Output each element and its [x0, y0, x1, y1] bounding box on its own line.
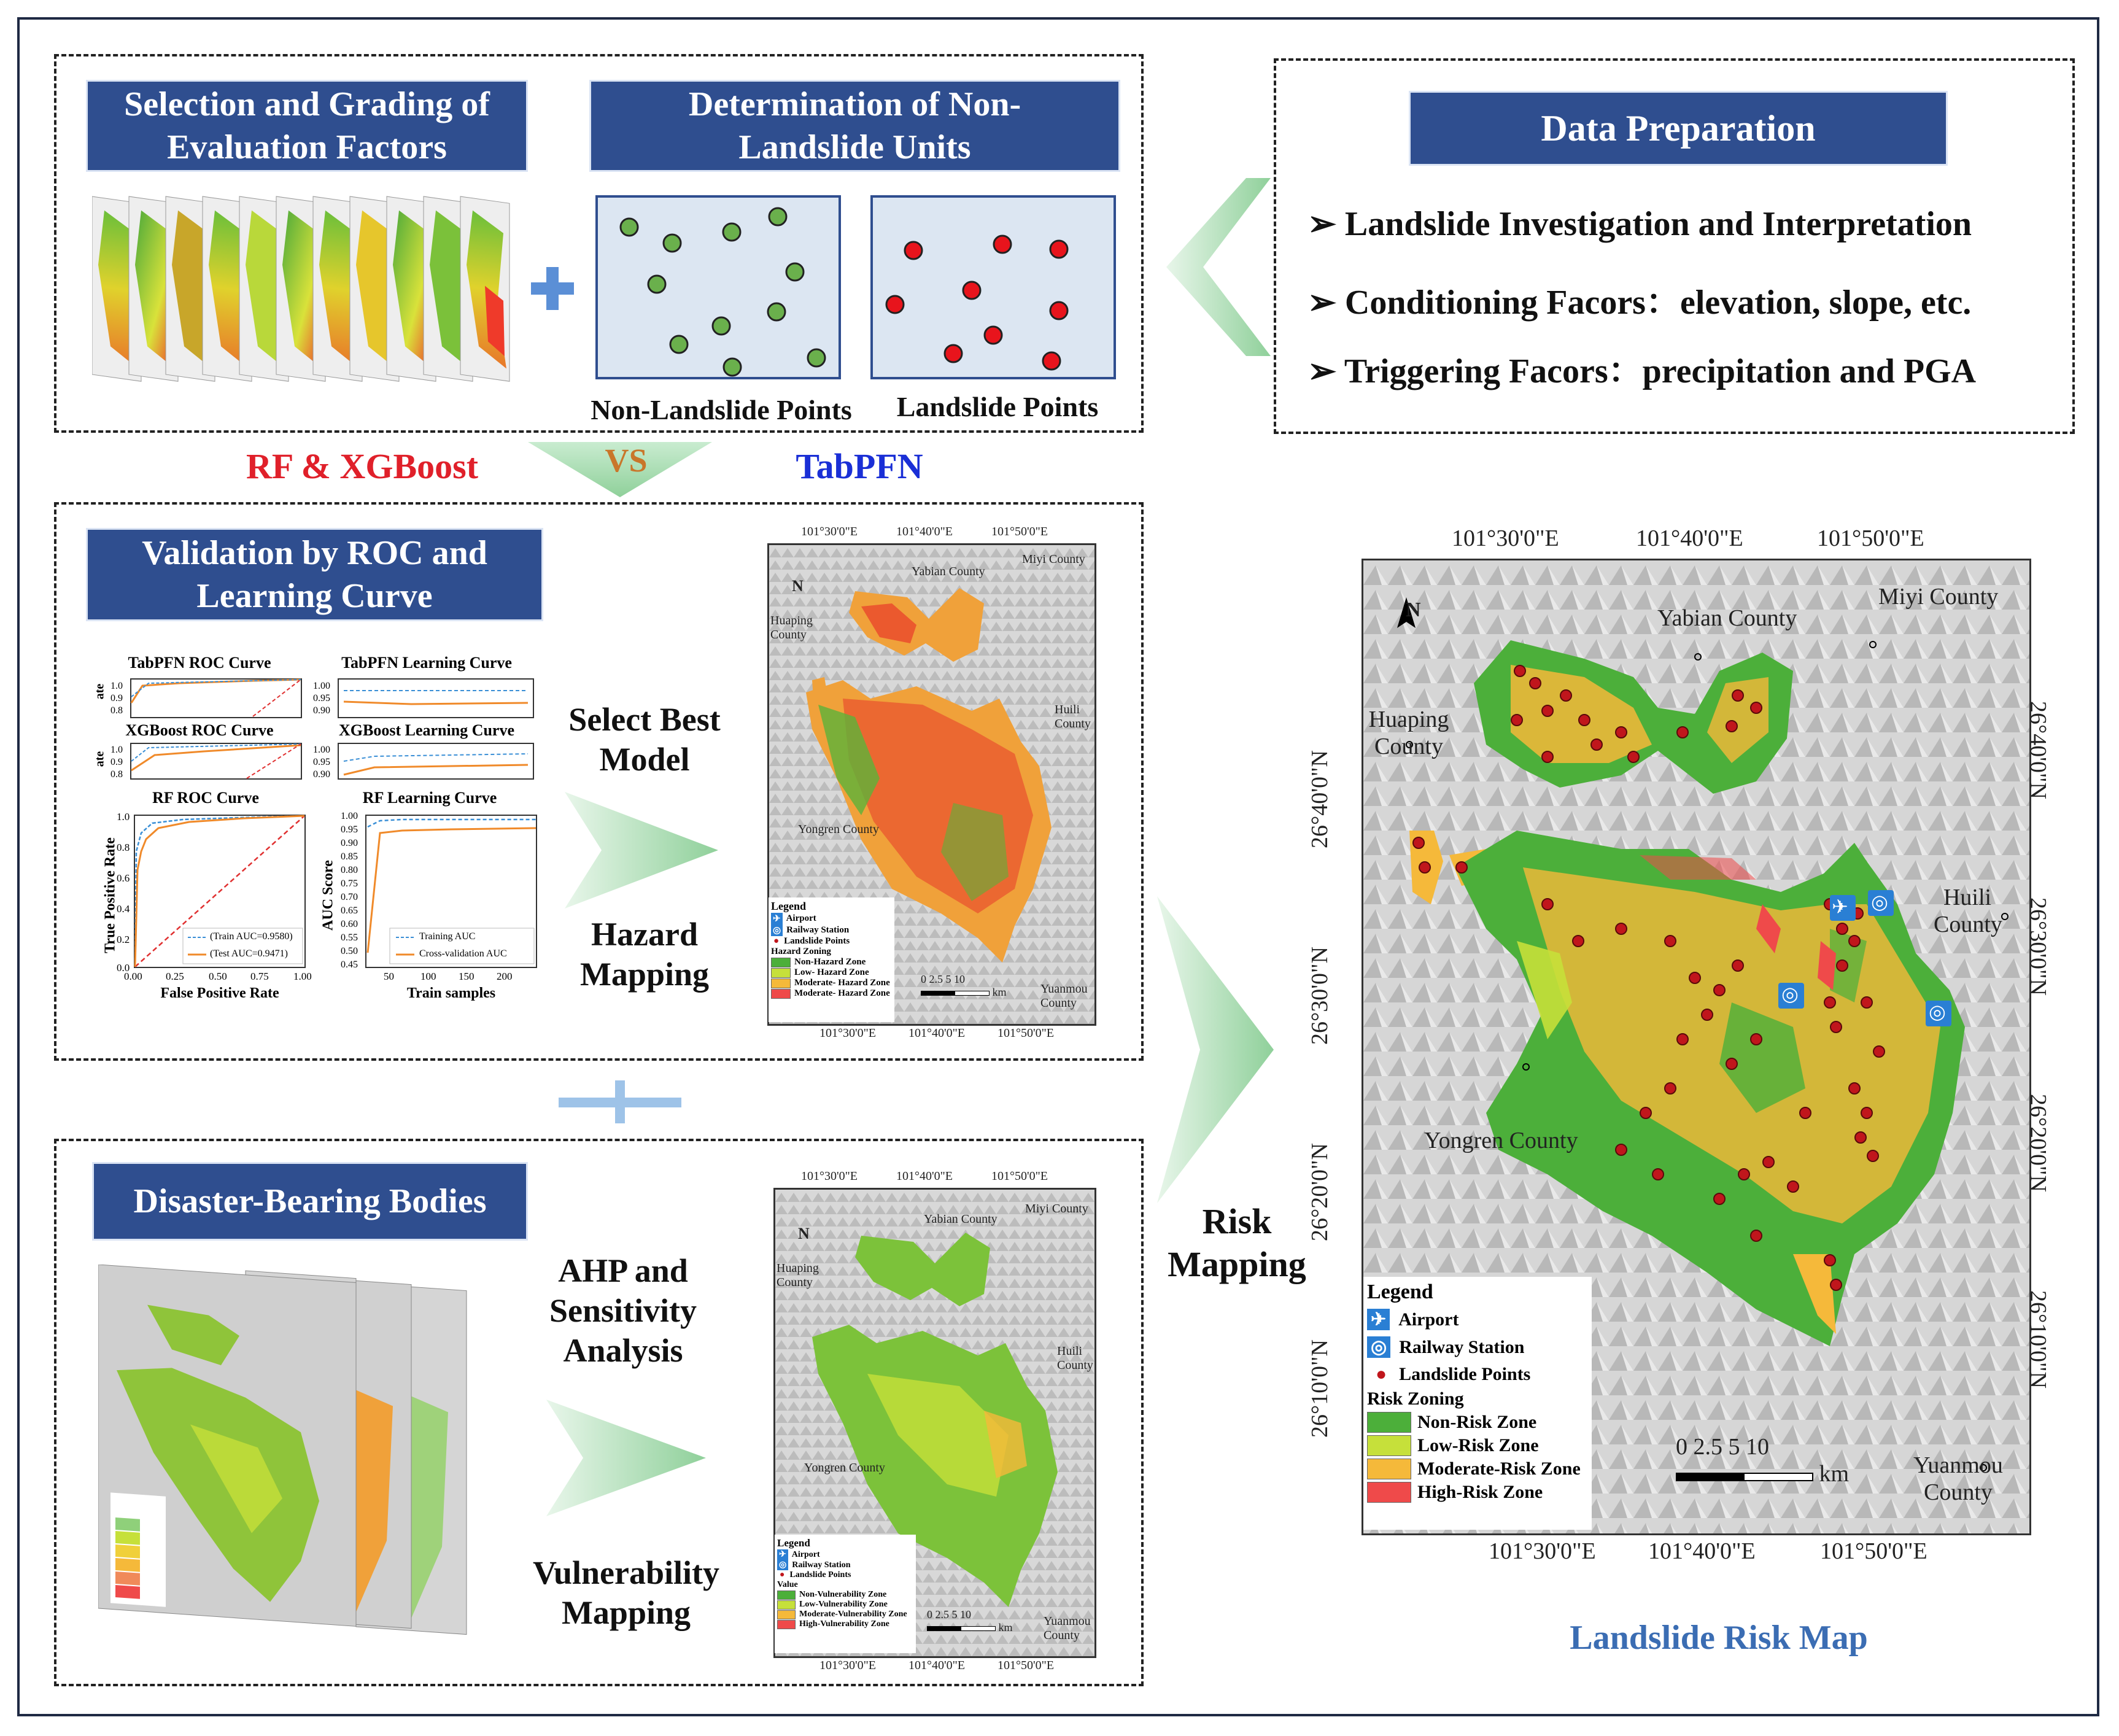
- x-tick: 150: [459, 971, 475, 982]
- coord-top: 101°30'0"E: [801, 1169, 858, 1183]
- chart-title: RF Learning Curve: [362, 789, 497, 807]
- legend-title: Legend: [777, 1537, 810, 1549]
- risk-legend: [1363, 1277, 1592, 1530]
- coord-bottom: 101°50'0"E: [998, 1026, 1054, 1040]
- y-label: ate: [93, 751, 107, 767]
- coord-bottom: 101°30'0"E: [1489, 1538, 1596, 1564]
- risk-zoning-title: Risk Zoning: [1367, 1389, 1464, 1409]
- scale-text: 0 2.5 5 10: [1676, 1434, 1769, 1460]
- x-tick: 0.00: [124, 971, 142, 982]
- coord-right: 26°30'0"N: [2025, 897, 2051, 996]
- coord-left: 26°20'0"N: [1307, 1143, 1333, 1241]
- arrow-left-icon: [1154, 178, 1271, 356]
- legend-points: Landslide Points: [784, 936, 850, 946]
- coord-bottom: 101°50'0"E: [998, 1659, 1054, 1672]
- y-tick: 0.45: [341, 959, 358, 970]
- y-tick: 0.6: [117, 872, 130, 884]
- chart-title: XGBoost ROC Curve: [125, 721, 274, 739]
- ahp-label: AHP and Sensitivity Analysis: [549, 1252, 697, 1369]
- y-tick: 0.95: [313, 693, 330, 703]
- hazard-mapping-label: Hazard Mapping: [579, 916, 710, 993]
- y-tick: 0.90: [313, 769, 330, 780]
- vuln-class: Low-Vulnerability Zone: [799, 1600, 888, 1609]
- y-tick: 0.9: [110, 757, 123, 767]
- rf-lc-chart: [316, 789, 543, 1004]
- legend-airport: Airport: [786, 913, 816, 923]
- coord-bottom: 101°50'0"E: [1820, 1538, 1927, 1564]
- scale-line: [1676, 1473, 1813, 1481]
- x-tick: 200: [497, 971, 513, 982]
- place-label: Huaping County: [770, 614, 813, 641]
- plus-icon: [559, 1080, 681, 1123]
- plus-icon: [528, 264, 577, 313]
- landslide-point-icon: ●: [780, 1570, 785, 1579]
- x-tick: 1.00: [293, 971, 312, 982]
- tabpfn-lc-chart: [313, 654, 540, 721]
- place-label: Miyi County: [1025, 1202, 1088, 1215]
- models-vs-label: VS: [605, 442, 648, 479]
- select-best-model-label: Select Best Model: [568, 701, 721, 778]
- legend-points: Landslide Points: [789, 1570, 851, 1579]
- scale-line: [927, 1626, 996, 1631]
- legend-railway: Railway Station: [786, 925, 850, 935]
- y-tick: 0.60: [341, 919, 358, 929]
- y-label: ate: [93, 683, 107, 700]
- hazard-class: Moderate- Hazard Zone: [794, 978, 890, 988]
- legend-railway: Railway Station: [792, 1560, 851, 1570]
- x-tick: 0.25: [166, 971, 184, 982]
- rf-roc-plot: [134, 815, 306, 968]
- coord-bottom: 101°30'0"E: [819, 1026, 876, 1040]
- y-tick: 0.95: [313, 757, 330, 767]
- coord-right: 26°20'0"N: [2025, 1094, 2051, 1192]
- legend-title: Legend: [771, 900, 807, 912]
- y-label: AUC Score: [320, 860, 336, 931]
- chart-title: TabPFN Learning Curve: [341, 654, 512, 672]
- railway-station-icon: ◎: [1781, 983, 1799, 1005]
- place-label: Huaping County: [1368, 707, 1449, 759]
- x-label: Train samples: [406, 985, 496, 1001]
- x-tick: 50: [384, 971, 394, 982]
- north-arrow-icon: N: [1406, 599, 1421, 621]
- railway-icon: ◎: [771, 924, 783, 936]
- place-label: Yuanmou County: [1913, 1452, 2003, 1505]
- risk-class: High-Risk Zone: [1417, 1482, 1543, 1502]
- xgb-lc-chart: [313, 721, 540, 789]
- landslide-point-icon: ●: [1376, 1364, 1387, 1384]
- legend-points: Landslide Points: [1399, 1364, 1531, 1384]
- y-tick: 0.55: [341, 932, 358, 943]
- coord-bottom: 101°30'0"E: [819, 1659, 876, 1672]
- hazard-zoning-title: Hazard Zoning: [771, 947, 831, 956]
- risk-class: Non-Risk Zone: [1417, 1412, 1537, 1432]
- arrow-bullet-icon: ➢: [1307, 205, 1345, 243]
- landslide-point-icon: ●: [773, 936, 780, 946]
- place-label: Yabian County: [1657, 605, 1797, 631]
- coord-top: 101°40'0"E: [896, 1169, 953, 1183]
- coord-right: 26°40'0"N: [2025, 701, 2051, 799]
- swatch: [771, 968, 791, 978]
- coord-bottom: 101°40'0"E: [908, 1659, 965, 1672]
- vulnerability-legend: [775, 1535, 916, 1653]
- y-tick: 0.95: [341, 824, 358, 835]
- place-label: Yongren County: [804, 1461, 885, 1474]
- y-tick: 0.8: [117, 842, 130, 853]
- coord-top: 101°40'0"E: [896, 525, 953, 538]
- factors-title: Selection and Grading of Evaluation Factors: [86, 80, 528, 172]
- y-tick: 0.85: [341, 851, 358, 862]
- x-tick: 100: [420, 971, 436, 982]
- north-arrow-icon: N: [798, 1225, 810, 1242]
- nonlandslide-title: Determination of Non-Landslide Units: [589, 80, 1120, 172]
- risk-class: Moderate-Risk Zone: [1417, 1459, 1581, 1479]
- scale-bar: [927, 1608, 1013, 1634]
- airport-icon: ✈: [777, 1549, 788, 1560]
- coord-left: 26°10'0"N: [1307, 1339, 1333, 1438]
- coord-top: 101°50'0"E: [991, 1169, 1048, 1183]
- coord-top: 101°40'0"E: [1636, 525, 1743, 551]
- y-tick: 0.4: [117, 903, 130, 915]
- y-tick: 0.90: [313, 705, 330, 716]
- coord-top: 101°50'0"E: [1817, 525, 1924, 551]
- place-label: Yuanmou County: [1044, 1614, 1091, 1642]
- data-prep-item: Conditioning Facors：elevation, slope, etc.: [1344, 284, 1972, 322]
- y-tick: 1.0: [110, 681, 123, 691]
- vulnerability-mapping-label: Vulnerability Mapping: [532, 1554, 720, 1631]
- value-title: Value: [777, 1580, 798, 1589]
- models-left-label: RF & XGBoost: [246, 446, 479, 486]
- y-tick: 0.80: [341, 865, 358, 875]
- data-prep-item: Triggering Facors：precipitation and PGA: [1344, 352, 1977, 390]
- legend-cv: Cross-validation AUC: [419, 948, 507, 959]
- place-label: Miyi County: [1022, 552, 1085, 566]
- models-right-label: TabPFN: [796, 446, 923, 486]
- hazard-class: Moderate- Hazard Zone: [794, 988, 890, 998]
- tabpfn-roc-chart: [92, 654, 307, 721]
- place-label: Yongren County: [798, 823, 879, 836]
- y-tick: 1.0: [110, 745, 123, 755]
- place-label: Yuanmou County: [1040, 982, 1088, 1010]
- legend-training: Training AUC: [419, 931, 476, 942]
- swatch: [1367, 1459, 1411, 1479]
- railway-station-icon: ◎: [1929, 1001, 1946, 1023]
- coord-right: 26°10'0"N: [2025, 1290, 2051, 1389]
- y-label: True Positive Rate: [102, 837, 118, 953]
- y-tick: 0.75: [341, 878, 358, 889]
- scale-text: 0 2.5 5 10: [927, 1608, 971, 1621]
- coord-top: 101°30'0"E: [801, 525, 858, 538]
- swatch: [1367, 1482, 1411, 1503]
- place-label: Huili County: [1057, 1344, 1093, 1372]
- roc-plot: [130, 743, 302, 780]
- swatch: [771, 989, 791, 999]
- y-tick: 0.50: [341, 946, 358, 956]
- scale-bar: [1676, 1433, 1849, 1487]
- scale-text: 0 2.5 5 10: [921, 973, 965, 985]
- swatch: [1367, 1435, 1411, 1456]
- data-prep-item: Landslide Investigation and Interpretation: [1344, 205, 1972, 243]
- airport-icon: ✈: [1832, 896, 1848, 918]
- landslide-label: Landslide Points: [896, 391, 1099, 422]
- lc-plot: [338, 678, 534, 718]
- y-tick: 0.9: [110, 693, 123, 703]
- place-label: Miyi County: [1878, 584, 1999, 610]
- swatch: [777, 1620, 796, 1629]
- hazard-legend: [769, 897, 894, 1022]
- x-tick: 0.75: [250, 971, 269, 982]
- arrow-right-icon: [1157, 896, 1274, 1203]
- risk-class: Low-Risk Zone: [1417, 1435, 1539, 1455]
- scale-unit: km: [1819, 1461, 1850, 1487]
- arrow-bullet-icon: ➢: [1307, 352, 1344, 390]
- place-label: Huaping County: [777, 1261, 819, 1289]
- coord-top: 101°50'0"E: [991, 525, 1048, 538]
- railway-station-icon: ◎: [1871, 891, 1888, 913]
- airport-icon: ✈: [771, 913, 783, 924]
- swatch: [1367, 1412, 1411, 1433]
- y-tick: 0.0: [117, 962, 130, 974]
- legend-title: Legend: [1367, 1281, 1433, 1303]
- y-tick: 0.8: [110, 769, 123, 780]
- scale-line: [921, 991, 990, 996]
- arrow-bullet-icon: ➢: [1307, 284, 1345, 322]
- legend-train: (Train AUC=0.9580): [210, 931, 293, 942]
- legend-test: (Test AUC=0.9471): [210, 948, 289, 959]
- roc-plot: [130, 678, 302, 718]
- place-label: Yabian County: [924, 1212, 998, 1226]
- vuln-class: High-Vulnerability Zone: [799, 1619, 889, 1629]
- scale-unit: km: [992, 986, 1007, 998]
- hazard-class: Non-Hazard Zone: [794, 957, 866, 967]
- x-tick: 0.50: [209, 971, 227, 982]
- legend-airport: Airport: [791, 1549, 820, 1559]
- place-label: Yongren County: [1424, 1128, 1578, 1153]
- y-tick: 0.65: [341, 905, 358, 916]
- validation-title: Validation by ROC and Learning Curve: [86, 528, 543, 621]
- y-tick: 0.8: [110, 705, 123, 716]
- xgb-roc-chart: [92, 721, 307, 789]
- rf-roc-chart: [92, 789, 313, 1004]
- coord-top: 101°30'0"E: [1452, 525, 1559, 551]
- place-label: Huili County: [1934, 885, 2002, 937]
- y-tick: 1.00: [313, 681, 330, 691]
- swatch: [777, 1610, 796, 1619]
- coord-bottom: 101°40'0"E: [908, 1026, 965, 1040]
- chart-title: TabPFN ROC Curve: [128, 654, 271, 672]
- rf-lc-plot: [365, 815, 537, 968]
- y-tick: 1.0: [117, 811, 130, 823]
- scale-bar: [921, 973, 1007, 999]
- chart-title: XGBoost Learning Curve: [339, 721, 514, 739]
- swatch: [771, 978, 791, 988]
- disaster-bodies-maps: [98, 1265, 503, 1645]
- legend-railway: Railway Station: [1399, 1336, 1525, 1357]
- swatch: [771, 958, 791, 967]
- risk-mapping-label: Risk Mapping: [1168, 1201, 1306, 1284]
- place-label: Huili County: [1055, 703, 1091, 730]
- swatch: [777, 1591, 796, 1600]
- factor-layers: [92, 196, 509, 381]
- railway-icon: ◎: [777, 1560, 788, 1570]
- x-label: False Positive Rate: [160, 985, 279, 1001]
- non-landslide-label: Non-Landslide Points: [591, 394, 852, 425]
- y-tick: 0.90: [341, 838, 358, 848]
- railway-icon: ◎: [1367, 1336, 1390, 1358]
- airport-icon: ✈: [1367, 1309, 1390, 1330]
- swatch: [777, 1600, 796, 1610]
- disaster-title: Disaster-Bearing Bodies: [92, 1162, 528, 1241]
- y-tick: 1.00: [313, 745, 330, 755]
- scale-unit: km: [998, 1621, 1013, 1633]
- chart-title: RF ROC Curve: [152, 789, 259, 807]
- lc-plot: [338, 743, 534, 780]
- vuln-class: Non-Vulnerability Zone: [799, 1590, 887, 1599]
- risk-map-caption: Landslide Risk Map: [1570, 1619, 1868, 1657]
- vuln-class: Moderate-Vulnerability Zone: [799, 1610, 907, 1619]
- coord-left: 26°40'0"N: [1307, 750, 1333, 848]
- hazard-class: Low- Hazard Zone: [794, 967, 869, 977]
- y-tick: 1.00: [341, 811, 358, 821]
- place-label: Yabian County: [912, 565, 985, 578]
- coord-left: 26°30'0"N: [1307, 947, 1333, 1045]
- data-prep-title: Data Preparation: [1409, 91, 1948, 166]
- arrow-right-icon: [546, 1400, 706, 1516]
- coord-bottom: 101°40'0"E: [1648, 1538, 1756, 1564]
- non-landslide-points-panel: [595, 195, 841, 379]
- factor-maps-stack: [92, 190, 528, 411]
- north-arrow-icon: N: [792, 577, 804, 595]
- y-tick: 0.70: [341, 892, 358, 902]
- y-tick: 0.2: [117, 934, 130, 945]
- legend-airport: Airport: [1398, 1309, 1459, 1330]
- arrow-right-icon: [565, 792, 718, 909]
- landslide-points-panel: [870, 195, 1116, 379]
